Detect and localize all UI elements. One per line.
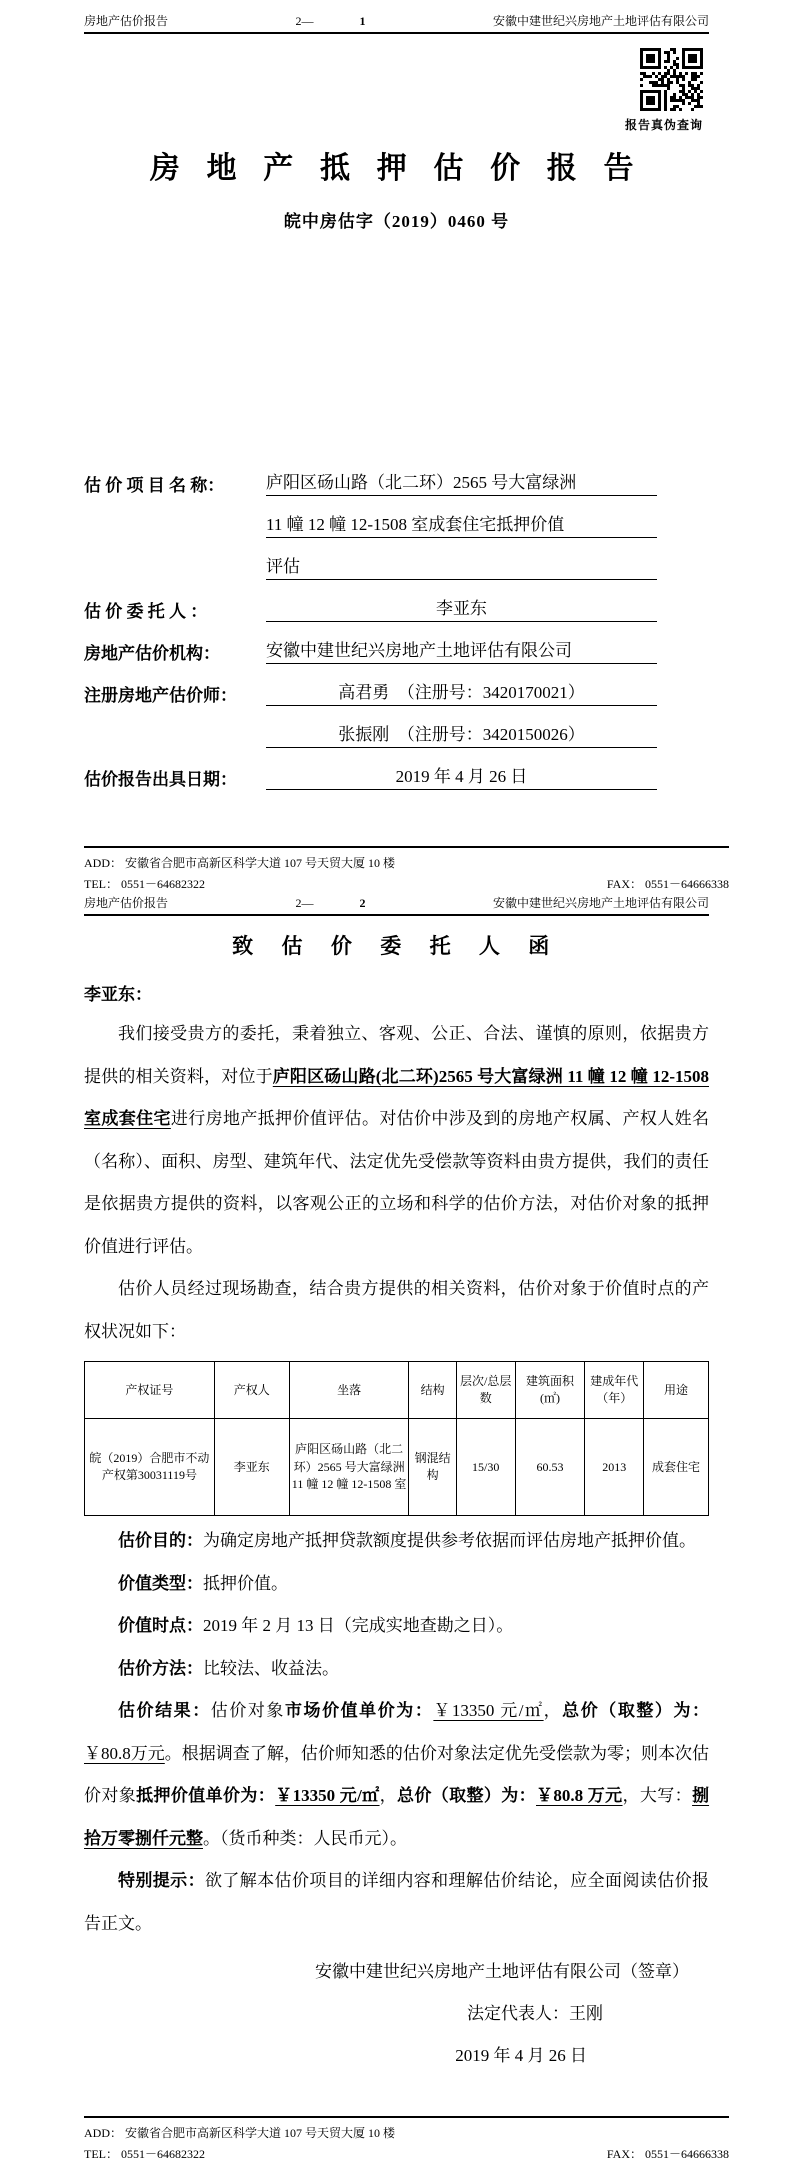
- header-doc-type: 房地产估价报告: [84, 14, 169, 28]
- field-project-name: [84, 454, 657, 496]
- result-text: ，大写：: [622, 1786, 693, 1806]
- footer-address: ADD： 安徽省合肥市高新区科学大道 107 号天贸大厦 10 楼: [84, 2126, 395, 2141]
- page1-header: [84, 12, 709, 34]
- purpose-text: 为确定房地产抵押贷款额度提供参考依据而评估房地产抵押价值。: [203, 1531, 696, 1551]
- header-company-name: 安徽中建世纪兴房地产土地评估有限公司: [492, 896, 709, 910]
- cell-owner: 李亚东: [214, 1419, 289, 1516]
- cell-structure: 钢混结构: [409, 1419, 456, 1516]
- header-page-number: [296, 14, 366, 29]
- cell-certificate-no: 皖（2019）合肥市不动产权第30031119号: [85, 1419, 215, 1516]
- result-mortgage-total-label: 总价（取整）为：: [396, 1786, 536, 1806]
- header-doc-type: 房地产估价报告: [84, 896, 169, 910]
- footer-contacts: [84, 2145, 729, 2162]
- field-project-name-line2: [84, 496, 657, 538]
- field-project-name-line3: [84, 538, 657, 580]
- col-owner: 产权人: [214, 1362, 289, 1419]
- result-total-price-label: 总价（取整）为：: [562, 1701, 710, 1721]
- field-value-client: 李亚东: [266, 594, 657, 622]
- page2-footer: [84, 2116, 729, 2162]
- field-client: [84, 580, 657, 622]
- footer-address: ADD： 安徽省合肥市高新区科学大道 107 号天贸大厦 10 楼: [84, 856, 395, 870]
- field-agency: [84, 622, 657, 664]
- header-company-name: 安徽中建世纪兴房地产土地评估有限公司: [492, 14, 709, 28]
- qr-caption: 报告真伪查询: [624, 118, 703, 132]
- value-date-label: 价值时点：: [118, 1616, 203, 1636]
- notice-label: 特别提示：: [118, 1871, 205, 1891]
- para1-property-description: 庐阳区砀山路(北二环)2565 号大富绿洲 11 幢 12 幢 12-1508 室成套住宅: [84, 1066, 709, 1129]
- table-header-row: [85, 1362, 709, 1419]
- field-value-appraiser-2: 张振刚 （注册号：3420150026）: [266, 720, 657, 748]
- field-label-appraiser: 注册房地产估价师：: [84, 686, 237, 705]
- spacer: [84, 790, 709, 846]
- field-value-agency: 安徽中建世纪兴房地产土地评估有限公司: [266, 636, 657, 664]
- paragraph-value-date: [84, 1605, 709, 1648]
- property-rights-table: [84, 1361, 709, 1516]
- page-group: 2—: [295, 896, 314, 910]
- cell-floor: 15/30: [456, 1419, 515, 1516]
- col-usage: 用途: [644, 1362, 709, 1419]
- doc-number: 皖中房估字（2019）0460 号: [283, 212, 510, 231]
- result-text: ，: [379, 1786, 397, 1806]
- value-type-text: 抵押价值。: [203, 1573, 288, 1593]
- cell-usage: 成套住宅: [644, 1419, 709, 1516]
- purpose-label: 估价目的：: [118, 1531, 203, 1551]
- result-text: 估价对象: [210, 1701, 285, 1721]
- report-title: 房 地 产 抵 押 估 价 报 告: [149, 152, 644, 185]
- footer-tel: TEL： 0551－64682322: [84, 877, 205, 891]
- col-area: 建筑面积(㎡): [515, 1362, 585, 1419]
- letter-paragraph-2: 估价人员经过现场勘查，结合贵方提供的相关资料，估价对象于价值时点的产权状况如下：: [84, 1279, 709, 1341]
- field-value-project-line2: 11 幢 12 幢 12-1508 室成套住宅抵押价值: [266, 510, 657, 538]
- result-total-price: ￥80.8万元: [84, 1743, 165, 1763]
- qr-block: [84, 48, 703, 133]
- result-mortgage-total: ￥80.8 万元: [536, 1786, 623, 1806]
- paragraph-purpose: [84, 1520, 709, 1563]
- paragraph-value-type: [84, 1563, 709, 1606]
- qr-code-icon: [640, 48, 703, 111]
- footer-tel: TEL： 0551－64682322: [84, 2147, 205, 2162]
- letter-paragraph-1: [84, 1013, 709, 1268]
- field-issue-date: [84, 748, 657, 790]
- result-market-unit-price-label: 市场价值单价为：: [284, 1701, 434, 1721]
- page-index: 2: [359, 896, 366, 910]
- col-certificate-no: 产权证号: [85, 1362, 215, 1419]
- col-location: 坐落: [289, 1362, 409, 1419]
- para1-text-2: 进行房地产抵押价值评估。对估价中涉及到的房地产权属、产权人姓名（名称）、面积、房型、建筑年代、法定优先受偿款等资料由贵方提供，我们的责任是依据贵方提供的资料，以客观公正的立场和科学的估价方法，对估价对象的抵押价值进行评估。: [84, 1109, 710, 1256]
- paragraph-notice: [84, 1860, 709, 1945]
- signature-legal-representative: 法定代表人：王刚: [467, 2004, 603, 2024]
- spacer: [84, 232, 709, 454]
- field-value-appraiser-1: 高君勇 （注册号：3420170021）: [266, 678, 657, 706]
- value-date-text: 2019 年 2 月 13 日（完成实地查勘之日）。: [203, 1616, 514, 1636]
- page-group: 2—: [295, 14, 314, 28]
- page2-header: [84, 894, 709, 916]
- cell-area: 60.53: [515, 1419, 585, 1516]
- result-mortgage-unit-price: ￥13350 元/㎡: [275, 1786, 380, 1806]
- method-text: 比较法、收益法。: [203, 1658, 339, 1678]
- result-amount-in-words: 捌拾万零捌仟元整: [84, 1786, 710, 1848]
- paragraph-method: [84, 1648, 709, 1691]
- footer-fax: FAX： 0551－64666338: [606, 2147, 729, 2162]
- header-page-number: [296, 896, 366, 911]
- col-built-year: 建成年代（年）: [585, 1362, 644, 1419]
- result-text: 。（货币种类：人民币元）。: [203, 1828, 407, 1848]
- result-mortgage-unit-price-label: 抵押价值单价为：: [136, 1786, 276, 1806]
- page1-footer: [84, 846, 729, 892]
- result-text: 。根据调查了解，估价师知悉的估价对象法定优先受偿款为零；则本次估价对象: [84, 1743, 710, 1806]
- result-label: 估价结果：: [118, 1701, 211, 1721]
- col-floor: 层次/总层数: [456, 1362, 515, 1419]
- field-value-project-line1: 庐阳区砀山路（北二环）2565 号大富绿洲: [266, 468, 657, 496]
- value-type-label: 价值类型：: [118, 1573, 203, 1593]
- cell-built-year: 2013: [585, 1419, 644, 1516]
- spacer: [84, 2076, 709, 2116]
- field-label-client: 估 价 委 托 人 ：: [84, 602, 208, 621]
- letter-title: 致 估 价 委 托 人 函: [232, 934, 561, 958]
- col-structure: 结构: [409, 1362, 456, 1419]
- cell-location: 庐阳区砀山路（北二环）2565 号大富绿洲 11 幢 12 幢 12-1508 室: [289, 1419, 409, 1516]
- method-label: 估价方法：: [118, 1658, 203, 1678]
- footer-contacts: [84, 875, 729, 892]
- field-label-agency: 房地产估价机构：: [84, 644, 220, 663]
- field-label-issue-date: 估价报告出具日期：: [84, 770, 237, 789]
- para1-text-1: 我们接受贵方的委托，秉着独立、客观、公正、合法、谨慎的原则，依据贵方提供的相关资料，对位于: [84, 1024, 709, 1086]
- notice-text: 欲了解本估价项目的详细内容和理解估价结论，应全面阅读估价报告正文。: [84, 1871, 710, 1933]
- table-row: [85, 1419, 709, 1516]
- field-label-project: 估 价 项 目 名 称：: [84, 476, 225, 495]
- signature-company: 安徽中建世纪兴房地产土地评估有限公司（签章）: [315, 1962, 689, 1982]
- result-text: ，: [543, 1701, 563, 1721]
- result-market-unit-price: ￥13350 元/㎡: [433, 1701, 544, 1721]
- field-appraiser-1: [84, 664, 657, 706]
- signature-block: [84, 1951, 709, 2076]
- paragraph-result: [84, 1690, 709, 1860]
- signature-date: 2019 年 4 月 26 日: [455, 2045, 587, 2065]
- page-index: 1: [359, 14, 366, 28]
- field-value-issue-date: 2019 年 4 月 26 日: [266, 762, 657, 790]
- cover-fields: [84, 454, 657, 790]
- footer-fax: FAX： 0551－64666338: [606, 877, 729, 891]
- field-value-project-line3: 评估: [266, 552, 657, 580]
- letter-salutation: 李亚东：: [84, 985, 152, 1004]
- field-appraiser-2: [84, 706, 657, 748]
